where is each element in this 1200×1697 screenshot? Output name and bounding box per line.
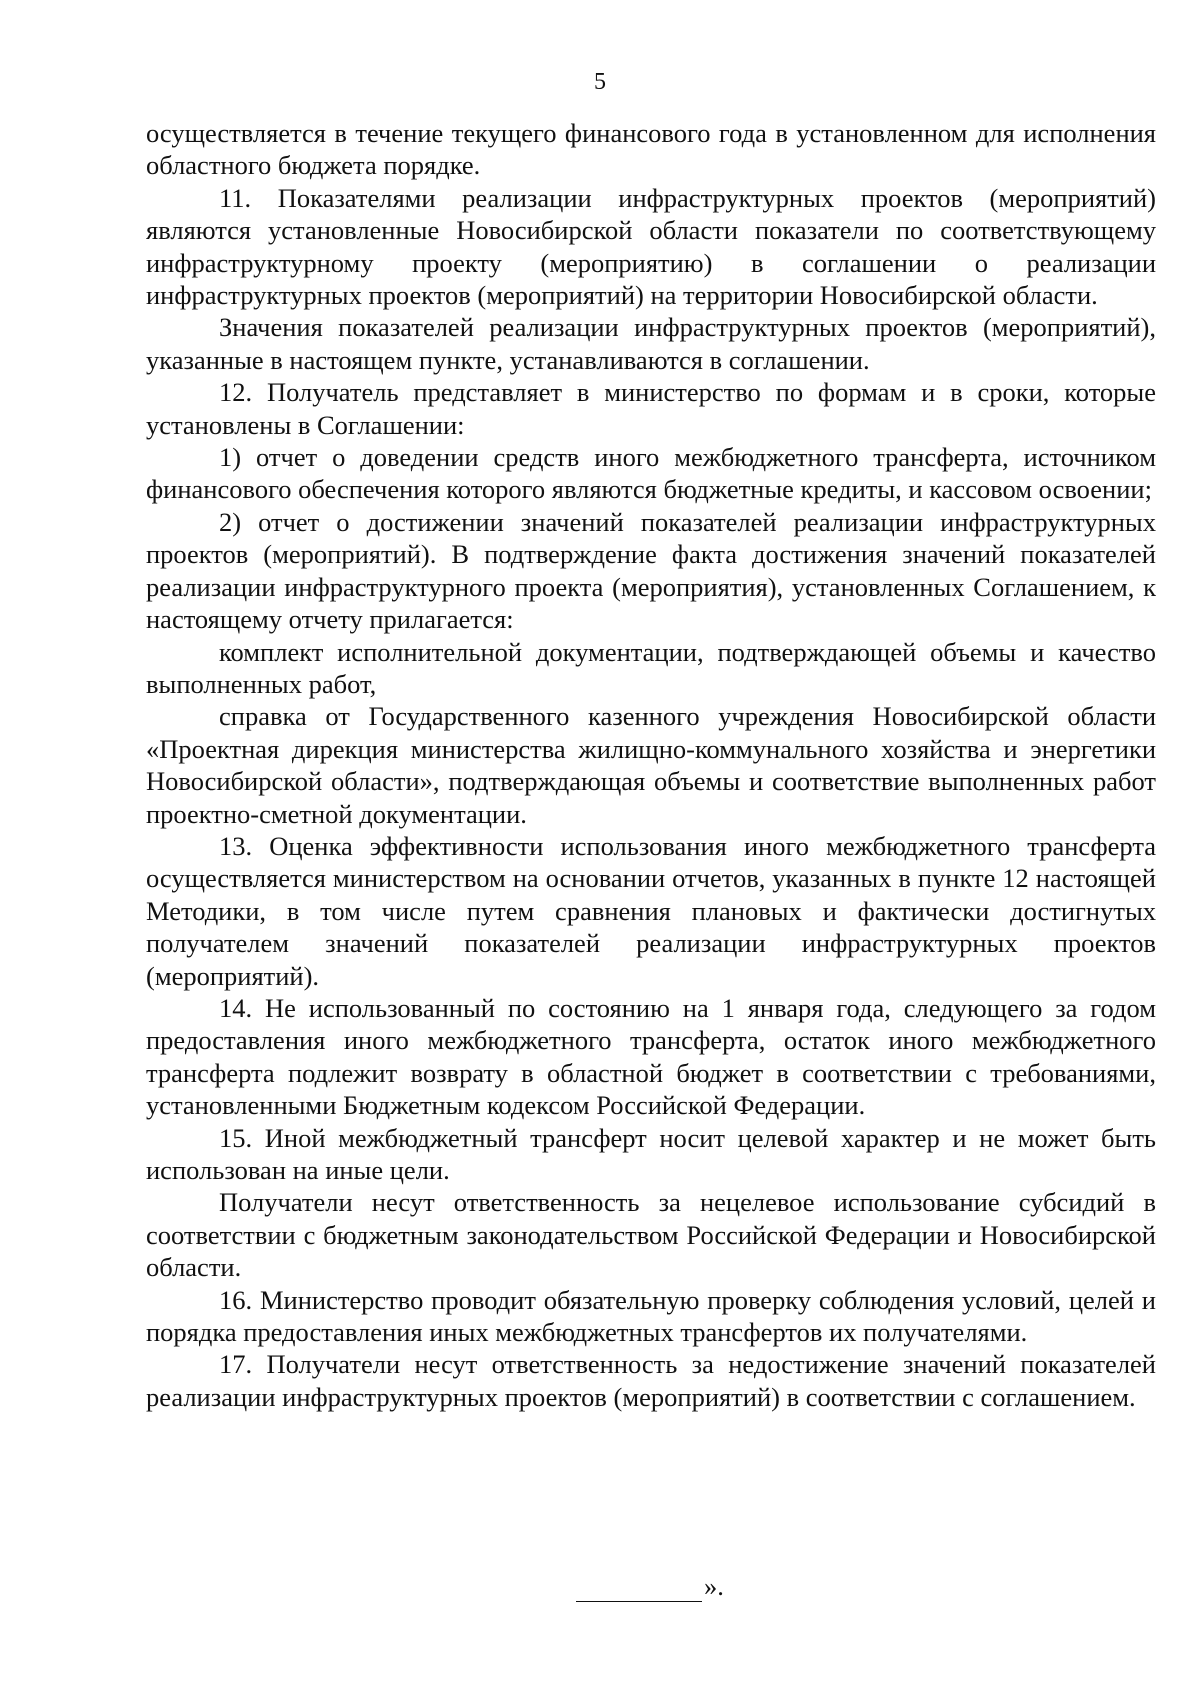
page-number: 5 [594, 69, 606, 95]
paragraph-item-17: 17. Получатели несут ответственность за недостижение значений показателей реализации инфраструктурных проектов (мероприятий) в соответствии с соглашением. [146, 1349, 1156, 1412]
paragraph-item-11: 11. Показателями реализации инфраструктурных проектов (мероприятий) являются установленные Новосибирской области показатели по соответствующему инфраструктурному проекту (мероприятию) в соглашении о реализации инфраструктурных проектов (мероприятий) на территории Новосибирской области. [146, 182, 1156, 311]
paragraph-continuation: осуществляется в течение текущего финансового года в установленном для исполнения областного бюджета порядке. [146, 118, 1156, 181]
closing-line-block [576, 1566, 724, 1602]
paragraph-subitem-1: 1) отчет о доведении средств иного межбюджетного трансферта, источником финансового обеспечения которого являются бюджетные кредиты, и кассовом освоении; [146, 442, 1156, 505]
paragraph-item-14: 14. Не использованный по состоянию на 1 января года, следующего за годом предоставления иного межбюджетного трансферта, остаток иного межбюджетного трансферта подлежит возврату в областной бюджет в соответствии с требованиями, установленными Бюджетным кодексом Российской Федерации. [146, 992, 1156, 1121]
paragraph-indicator-values: Значения показателей реализации инфраструктурных проектов (мероприятий), указанные в настоящем пункте, устанавливаются в соглашении. [146, 312, 1156, 375]
paragraph-certificate: справка от Государственного казенного учреждения Новосибирской области «Проектная дирекция министерства жилищно-коммунального хозяйства и энергетики Новосибирской области», подтверждающая объемы и соответствие выполненных работ проектно-сметной документации. [146, 701, 1156, 829]
paragraph-item-12: 12. Получатель представляет в министерство по формам и в сроки, которые установлены в Соглашении: [146, 377, 1156, 440]
paragraph-item-15: 15. Иной межбюджетный трансферт носит целевой характер и не может быть использован на иные цели. [146, 1122, 1156, 1185]
paragraph-subitem-2: 2) отчет о достижении значений показателей реализации инфраструктурных проектов (мероприятий). В подтверждение факта достижения значений показателей реализации инфраструктурного проекта (мероприятия), установленных Соглашением, к настоящему отчету прилагается: [146, 506, 1156, 635]
document-body [146, 117, 1156, 1413]
signature-underline [576, 1577, 702, 1602]
closing-quote-mark: ». [704, 1571, 724, 1601]
paragraph-item-13: 13. Оценка эффективности использования иного межбюджетного трансферта осуществляется министерством на основании отчетов, указанных в пункте 12 настоящей Методики, в том числе путем сравнения плановых и фактически достигнутых получателем значений показателей реализации инфраструктурных проектов (мероприятий). [146, 830, 1156, 991]
paragraph-documentation-set: комплект исполнительной документации, подтверждающей объемы и качество выполненных работ, [146, 636, 1156, 699]
paragraph-responsibility: Получатели несут ответственность за нецелевое использование субсидий в соответствии с бюджетным законодательством Российской Федерации и Новосибирской области. [146, 1187, 1156, 1283]
paragraph-item-16: 16. Министерство проводит обязательную проверку соблюдения условий, целей и порядка предоставления иных межбюджетных трансфертов их получателями. [146, 1284, 1156, 1348]
